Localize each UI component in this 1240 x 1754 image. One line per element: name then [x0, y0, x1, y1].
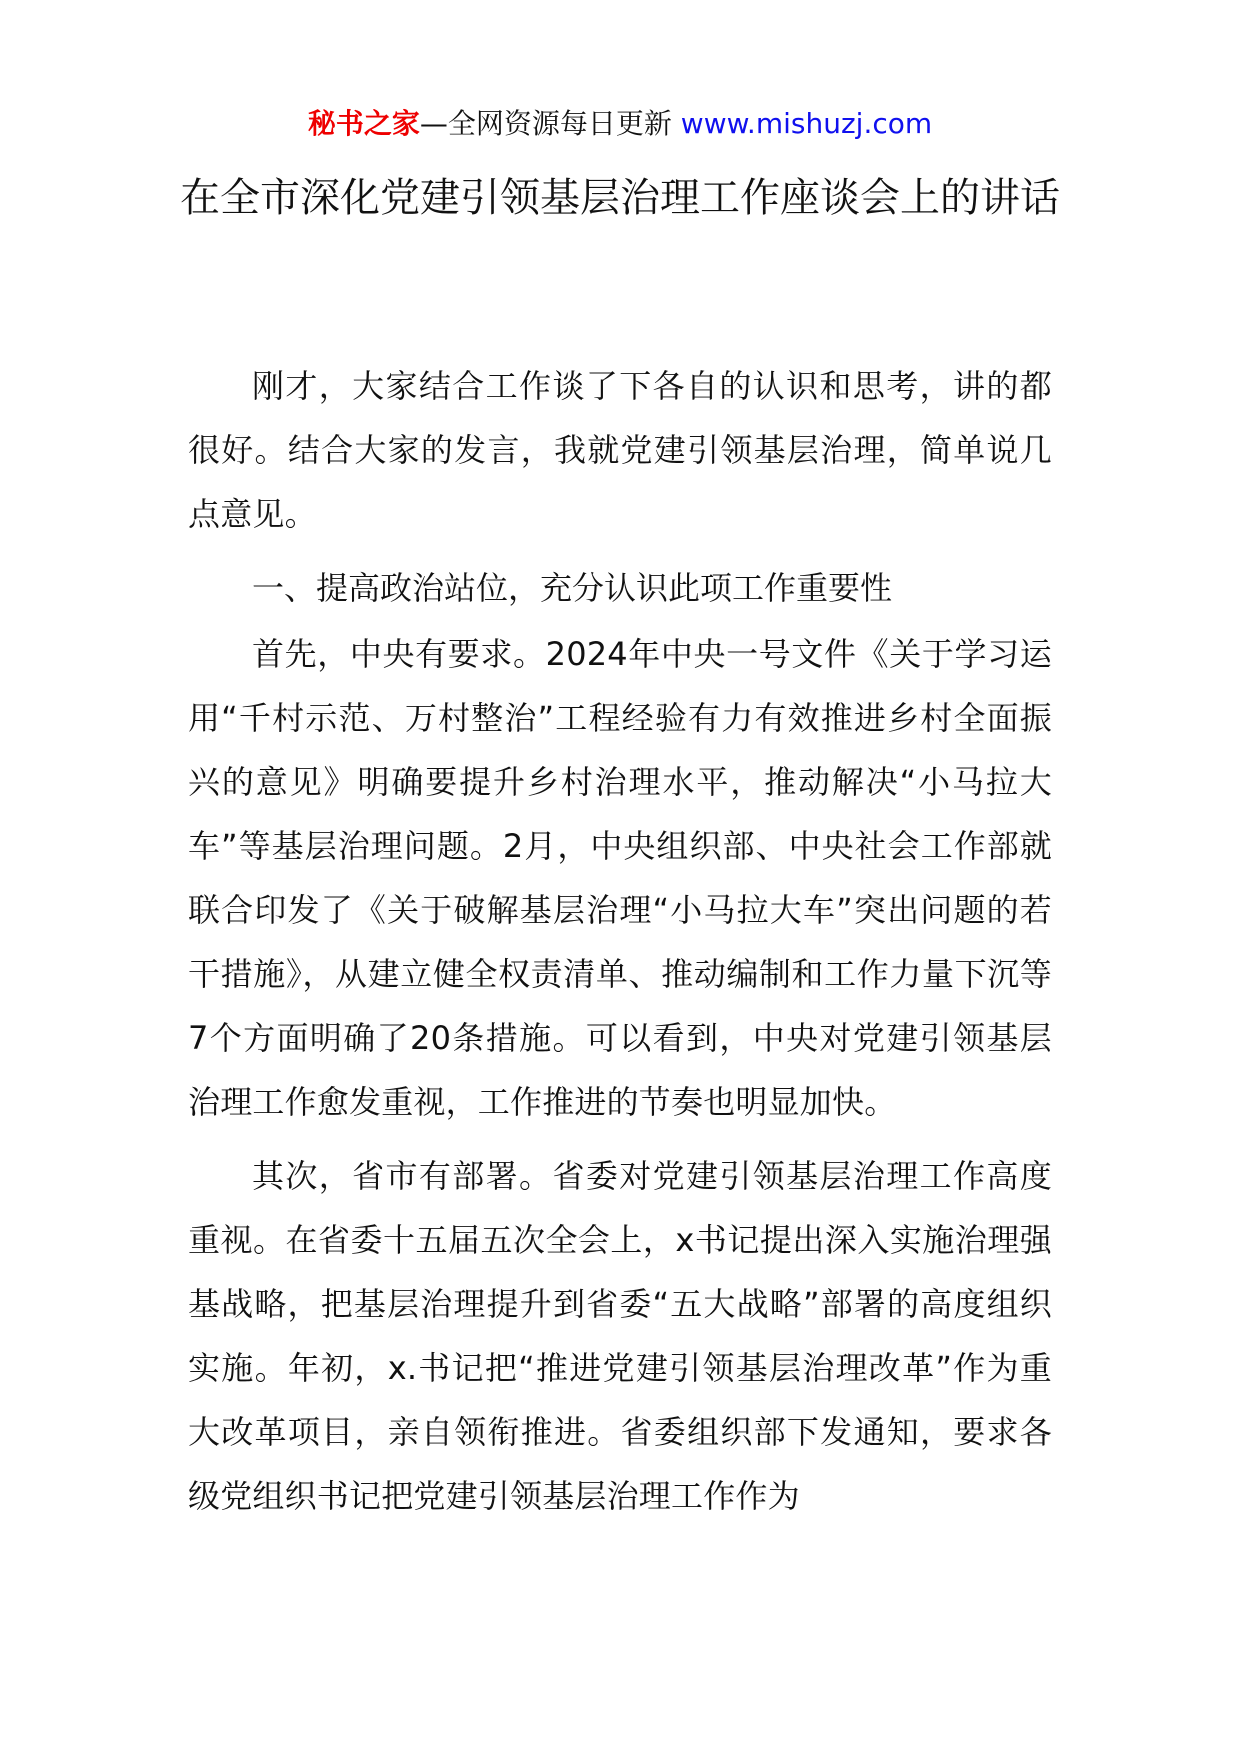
watermark-banner — [0, 104, 1240, 144]
section-heading-1: 一、提高政治站位，充分认识此项工作重要性 — [252, 569, 893, 607]
banner-tagline: —全网资源每日更新 — [419, 107, 672, 140]
paragraph-intro: 刚才，大家结合工作谈了下各自的认识和思考，讲的都很好。结合大家的发言，我就党建引领基层治理，简单说几点意见。 — [188, 367, 1052, 533]
document-title: 在全市深化党建引领基层治理工作座谈会上的讲话 — [180, 175, 1060, 221]
document-body — [188, 354, 1052, 1538]
banner-brand: 秘书之家 — [307, 107, 420, 140]
banner-site-url: www.mishuzj.com — [680, 107, 933, 140]
paragraph-central-requirements: 首先，中央有要求。2024年中央一号文件《关于学习运用“千村示范、万村整治”工程经验有力有效推进乡村全面振兴的意见》明确要提升乡村治理水平，推动解决“小马拉大车”等基层治理问题。2月，中央组织部、中央社会工作部就联合印发了《关于破解基层治理“小马拉大车”突出问题的若干措施》，从建立健全权责清单、推动编制和工作力量下沉等7个方面明确了20条措施。可以看到，中央对党建引领基层治理工作愈发重视，工作推进的节奏也明显加快。 — [188, 635, 1052, 1121]
paragraph-provincial-deployment: 其次，省市有部署。省委对党建引领基层治理工作高度重视。在省委十五届五次全会上，x书记提出深入实施治理强基战略，把基层治理提升到省委“五大战略”部署的高度组织实施。年初，x.书记把“推进党建引领基层治理改革”作为重大改革项目，亲自领衔推进。省委组织部下发通知，要求各级党组织书记把党建引领基层治理工作作为 — [188, 1157, 1052, 1515]
